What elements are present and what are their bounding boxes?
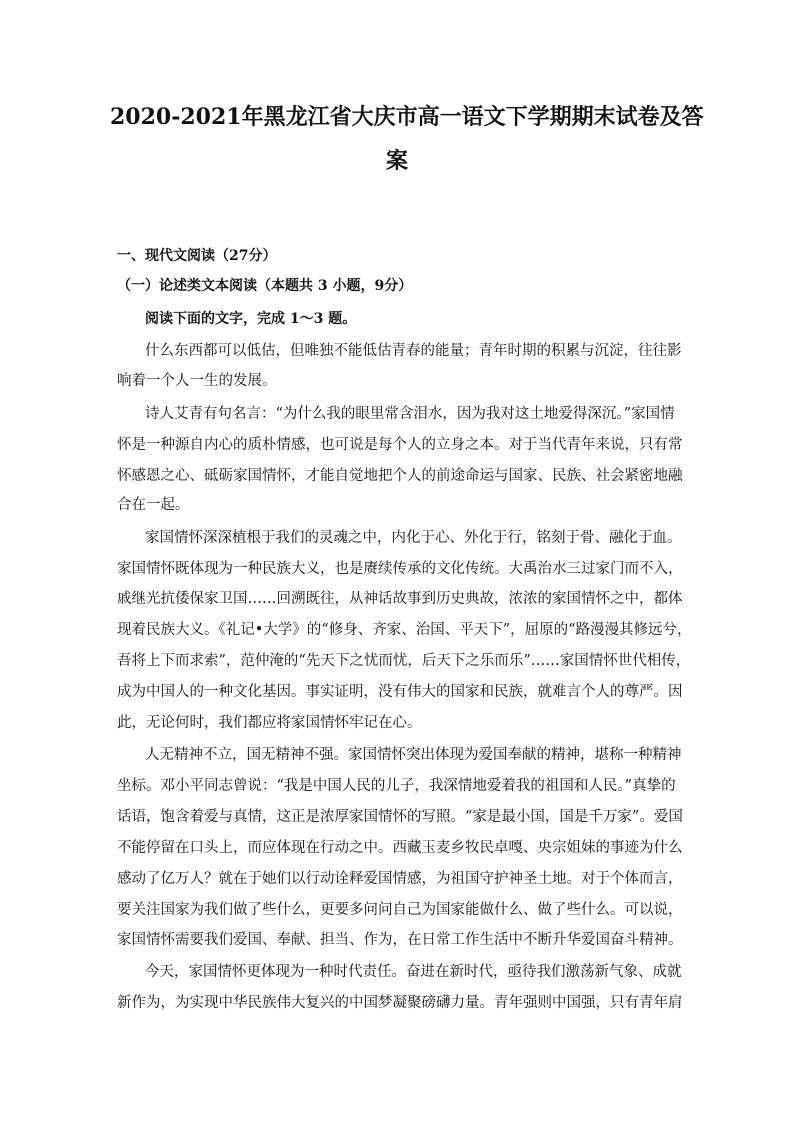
passage-line: 怀感恩之心、砥砺家国情怀，才能自觉地把个人的前途命运与国家、民族、社会紧密地融 <box>117 468 683 484</box>
reading-instruction: 阅读下面的文字，完成 1～3 题。 <box>145 311 357 327</box>
passage-line: 家国情怀既体现为一种民族大义，也是赓续传承的文化传统。大禹治水三过家门而不入， <box>117 561 683 577</box>
passage-line: 成为中国人的一种文化基因。事实证明，没有伟大的国家和民族，就难言个人的尊严。因 <box>117 684 683 700</box>
passage-line: 话语，饱含着爱与真情，这正是浓厚家国情怀的写照。“家是最小国，国是千万家”。爱国 <box>117 809 683 825</box>
section-heading: 一、现代文阅读（27分） <box>117 248 277 264</box>
passage-line: 此，无论何时，我们都应将家国情怀牢记在心。 <box>117 715 422 731</box>
passage-line: 诗人艾青有句名言：“为什么我的眼里常含泪水，因为我对这土地爱得深沉。”家国情 <box>145 406 675 422</box>
passage-line: 人无精神不立，国无精神不强。家国情怀突出体现为爱国奉献的精神，堪称一种精神 <box>145 747 682 763</box>
passage-line: 新作为，为实现中华民族伟大复兴的中国梦凝聚磅礴力量。青年强则中国强，只有青年肩 <box>117 995 683 1011</box>
passage-line: 合在一起。 <box>117 497 190 513</box>
passage-line: 要关注国家为我们做了些什么，更要多问问自己为国家能做什么、做了些什么。可以说， <box>117 902 683 918</box>
passage-line: 感动了亿万人？就在于她们以行动诠释爱国情感，为祖国守护神圣土地。对于个体而言， <box>117 871 683 887</box>
passage-line: 现着民族大义。《礼记•大学》的“修身、齐家、治国、平天下”，屈原的“路漫漫其修远兮， <box>117 622 692 638</box>
subsection-heading: （一）论述类文本阅读（本题共 3 小题，9分） <box>117 278 413 294</box>
passage-line: 怀是一种源自内心的质朴情感，也可说是每个人的立身之本。对于当代青年来说，只有常 <box>117 437 683 453</box>
passage-line: 家国情怀需要我们爱国、奉献、担当、作为，在日常工作生活中不断升华爱国奋斗精神。 <box>117 932 683 948</box>
document-title-line-1: 2020-2021年黑龙江省大庆市高一语文下学期期末试卷及答 <box>110 104 704 130</box>
passage-line: 不能停留在口头上，而应体现在行动之中。西藏玉麦乡牧民卓嘎、央宗姐妹的事迹为什么 <box>117 840 683 856</box>
passage-line: 响着一个人一生的发展。 <box>117 373 277 389</box>
passage-line: 今天，家国情怀更体现为一种时代责任。奋进在新时代，亟待我们激荡新气象、成就 <box>145 964 682 980</box>
passage-line: 吾将上下而求索”，范仲淹的“先天下之忧而忧，后天下之乐而乐”……家国情怀世代相传， <box>117 653 691 669</box>
passage-line: 家国情怀深深植根于我们的灵魂之中，内化于心、外化于行，铭刻于骨、融化于血。 <box>145 530 682 546</box>
passage-line: 戚继光抗倭保家卫国……回溯既往，从神话故事到历史典故，浓浓的家国情怀之中，都体 <box>117 591 683 607</box>
document-title-line-2: 案 <box>385 148 408 174</box>
passage-line: 坐标。邓小平同志曾说：“我是中国人民的儿子，我深情地爱着我的祖国和人民。”真挚的 <box>117 778 676 794</box>
passage-line: 什么东西都可以低估，但唯独不能低估青春的能量；青年时期的积累与沉淀，往往影 <box>145 343 682 359</box>
